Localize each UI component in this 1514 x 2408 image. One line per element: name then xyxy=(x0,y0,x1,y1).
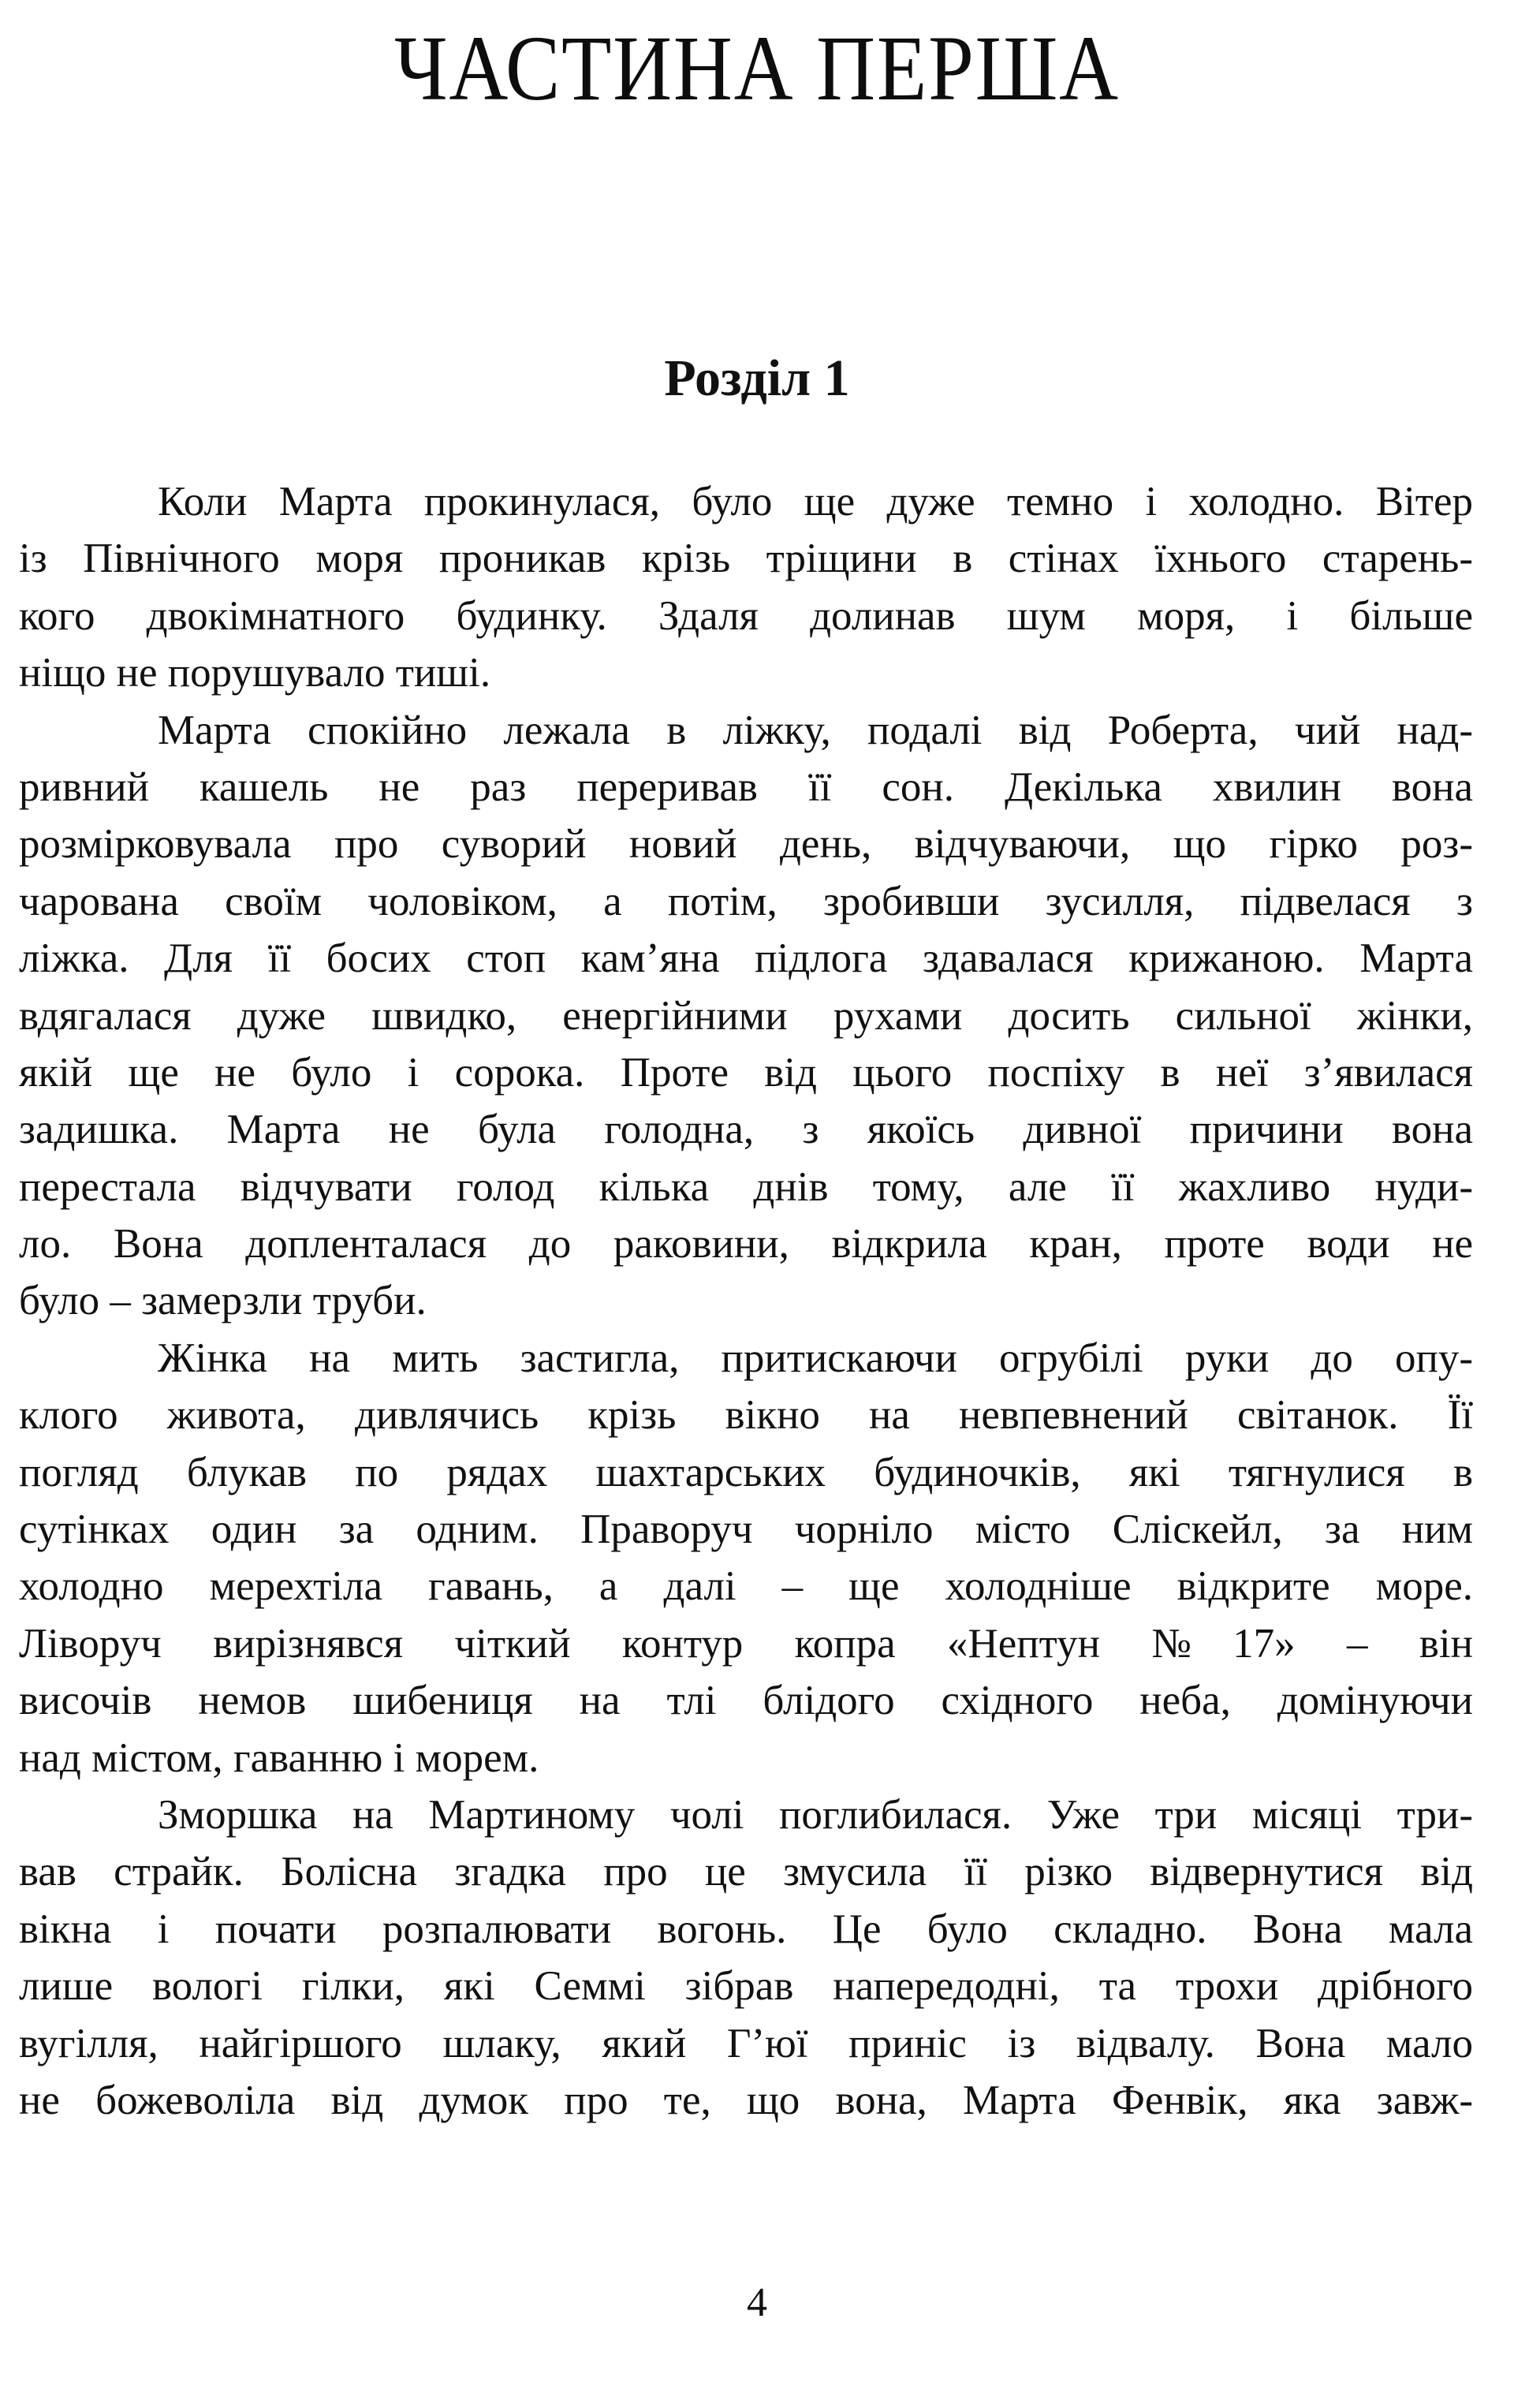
text-line: Коли Марта прокинулася, було ще дуже темно і холодно. Вітер xyxy=(158,479,1473,525)
paragraph xyxy=(19,1330,1473,1786)
text-line: ніщо не порушувало тиші. xyxy=(19,650,491,696)
text-line: сутінках один за одним. Праворуч чорніло місто Сліскейл, за ним xyxy=(19,1506,1473,1553)
text-line: Марта спокійно лежала в ліжку, подалі від Роберта, чий над- xyxy=(158,707,1473,753)
text-line: чарована своїм чоловіком, а потім, зробивши зусилля, підвелася з xyxy=(19,878,1473,924)
paragraph xyxy=(19,473,1473,702)
text-line: над містом, гаванню і морем. xyxy=(19,1734,539,1781)
text-line: Зморшка на Мартиному чолі поглибилася. Уже три місяці три- xyxy=(158,1791,1473,1838)
text-line: із Північного моря проникав крізь тріщини в стінах їхнього старень- xyxy=(19,536,1473,582)
text-line: було – замерзли труби. xyxy=(19,1278,427,1324)
text-line: якій ще не було і сорока. Проте від цього поспіху в неї з’явилася xyxy=(19,1049,1473,1096)
text-line: ліжка. Для її босих стоп кам’яна підлога здавалася крижаною. Марта xyxy=(19,935,1473,982)
text-line: погляд блукав по рядах шахтарських будиночків, які тягнулися в xyxy=(19,1449,1473,1495)
text-line: клого живота, дивлячись крізь вікно на невпевнений світанок. Її xyxy=(19,1392,1473,1439)
text-line: вдягалася дуже швидко, енергійними рухами досить сильної жінки, xyxy=(19,992,1473,1039)
paragraph xyxy=(19,702,1473,1330)
body-text xyxy=(19,473,1473,2129)
text-line: вугілля, найгіршого шлаку, який Г’юї приніс із відвалу. Вона мало xyxy=(19,2020,1473,2066)
text-line: Ліворуч вирізнявся чіткий контур копра «Нептун №17» – він xyxy=(19,1620,1473,1667)
text-line: вікна і почати розпалювати вогонь. Це було складно. Вона мала xyxy=(19,1906,1473,1952)
text-line: не божеволіла від думок про те, що вона, Марта Фенвік, яка завж- xyxy=(19,2077,1473,2123)
paragraph xyxy=(19,1786,1473,2129)
text-line: вав страйк. Болісна згадка про це змусила її різко відвернутися від xyxy=(19,1849,1473,1895)
text-line: кого двокімнатного будинку. Здаля долинав шум моря, і більше xyxy=(19,592,1473,639)
page-number: 4 xyxy=(747,2280,767,2325)
text-line: височів немов шибениця на тлі блідого східного неба, домінуючи xyxy=(19,1678,1473,1724)
text-line: Жінка на мить застигла, притискаючи огрубілі руки до опу- xyxy=(158,1335,1473,1381)
text-line: задишка. Марта не була голодна, з якоїсь дивної причини вона xyxy=(19,1107,1473,1153)
text-line: ривний кашель не раз переривав її сон. Декілька хвилин вона xyxy=(19,763,1473,810)
text-line: перестала відчувати голод кілька днів тому, але її жахливо нуди- xyxy=(19,1163,1473,1210)
text-line: ло. Вона допленталася до раковини, відкрила кран, проте води не xyxy=(19,1221,1473,1267)
chapter-title: Розділ 1 xyxy=(664,349,850,407)
text-line: розмірковувала про суворий новий день, відчуваючи, що гірко роз- xyxy=(19,821,1473,868)
part-title: ЧАСТИНА ПЕРША xyxy=(394,17,1120,120)
text-line: холодно мерехтіла гавань, а далі – ще холодніше відкрите море. xyxy=(19,1563,1473,1610)
text-line: лише вологі гілки, які Семмі зібрав напередодні, та трохи дрібного xyxy=(19,1963,1473,2010)
